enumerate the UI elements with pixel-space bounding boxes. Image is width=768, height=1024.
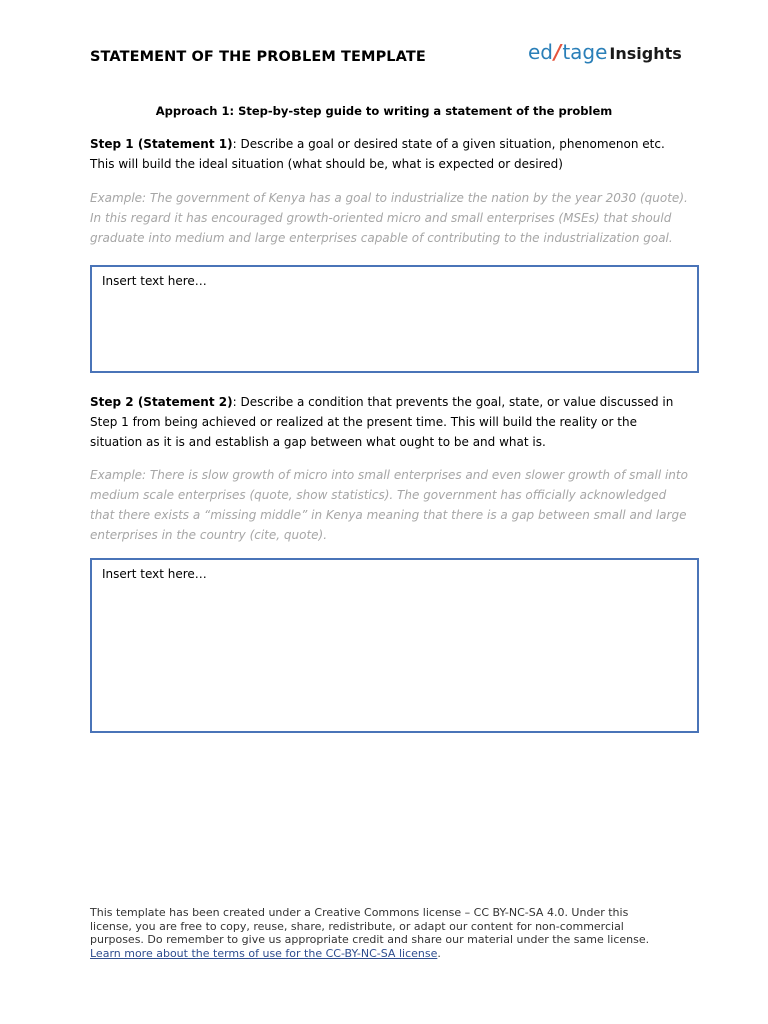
step-1-example: Example: The government of Kenya has a goal to industrialize the nation by the year 2030 (quote). In this regard it has encouraged growth-oriented micro and small enterprises (MSEs) that should graduate into medium and large enterprises capable of contributing to the industrialization goal. xyxy=(90,191,688,245)
license-terms-link[interactable]: Learn more about the terms of use for the CC-BY-NC-SA license xyxy=(90,946,438,960)
logo-accent-mark: / xyxy=(554,40,562,64)
step-2-example: Example: There is slow growth of micro into small enterprises and even slower growth of small into medium scale enterprises (quote, show statistics). The government has officially acknowledged that there exists a “missing middle” in Kenya meaning that there is a gap between small and large enterprises in the country (cite, quote). xyxy=(90,468,688,542)
step-2-label: Step 2 (Statement 2) xyxy=(90,395,233,409)
step-1-colon: : xyxy=(232,137,237,151)
step-1-label: Step 1 (Statement 1) xyxy=(90,137,233,151)
approach-heading: Approach 1: Step-by-step guide to writing a statement of the problem xyxy=(155,104,613,118)
document-title: STATEMENT OF THE PROBLEM TEMPLATE xyxy=(90,49,426,65)
step-2-text-box[interactable] xyxy=(90,558,699,733)
step-1-instruction xyxy=(90,135,690,175)
license-footer xyxy=(90,906,660,960)
step-2-description: Describe a condition that prevents the goal, state, or value discussed in Step 1 from being achieved or realized at the present time. This will build the reality or the situation as it is and establish a gap between what ought to be and what is. xyxy=(90,395,674,449)
license-text: This template has been created under a Creative Commons license – CC BY-NC-SA 4.0. Under this license, you are free to copy, reuse, share, redistribute, or adapt our content for non-commercial purposes. Do remember to give us appropriate credit and share our material under the same license. xyxy=(90,906,650,947)
step-2-instruction xyxy=(90,393,690,452)
step-1-text-box[interactable] xyxy=(90,265,699,373)
step-2-placeholder: Insert text here… xyxy=(102,567,207,581)
step-1-placeholder: Insert text here… xyxy=(102,274,207,288)
editage-insights-logo xyxy=(528,40,682,72)
logo-brand-part-1: ed xyxy=(528,40,553,64)
license-text-end: . xyxy=(437,946,441,960)
logo-brand-part-2: tage xyxy=(562,40,608,64)
step-2-colon: : xyxy=(232,395,237,409)
logo-insights-text: Insights xyxy=(609,44,682,63)
step-1-description: Describe a goal or desired state of a given situation, phenomenon etc. This will build the ideal situation (what should be, what is expected or desired) xyxy=(90,137,665,171)
